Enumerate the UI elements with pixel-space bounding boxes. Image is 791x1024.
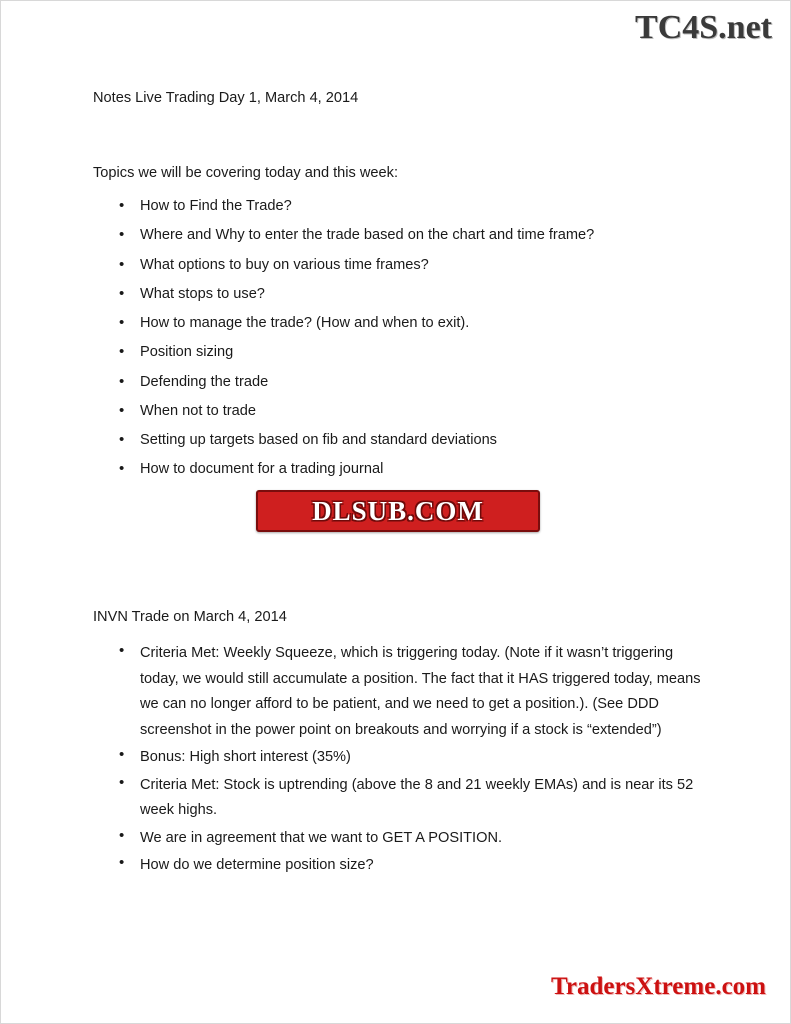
watermark-dlsub (256, 490, 540, 532)
list-item: • How to document for a trading journal (93, 459, 703, 480)
list-item: • What options to buy on various time frames? (93, 255, 703, 276)
spacer (93, 110, 703, 162)
list-item: • Bonus: High short interest (35%) (93, 745, 703, 771)
watermark-tc4s: TC4S.net (635, 9, 772, 46)
list-item: • Defending the trade (93, 372, 703, 393)
list-item: • Where and Why to enter the trade based on the chart and time frame? (93, 225, 703, 246)
list-item: • What stops to use? (93, 284, 703, 305)
trade-points-list (93, 641, 703, 879)
trade-heading: INVN Trade on March 4, 2014 (93, 609, 287, 626)
topics-list (93, 196, 703, 480)
notes-heading: Notes Live Trading Day 1, March 4, 2014 (93, 90, 359, 106)
list-item: • When not to trade (93, 401, 703, 422)
list-item: • Criteria Met: Stock is uptrending (above the 8 and 21 weekly EMAs) and is near its 52 week highs. (93, 773, 703, 824)
list-item: • How to manage the trade? (How and when to exit). (93, 313, 703, 334)
list-item: • How to Find the Trade? (93, 196, 703, 217)
list-item: • Position sizing (93, 342, 703, 363)
list-item: • Setting up targets based on fib and standard deviations (93, 430, 703, 451)
watermark-tradersxtreme: TradersXtreme.com (551, 973, 766, 1000)
topics-intro: Topics we will be covering today and this week: (93, 164, 399, 181)
list-item: • Criteria Met: Weekly Squeeze, which is triggering today. (Note if it wasn’t triggering today, we would still accumulate a position. The fact that it HAS triggered today, means we can no longer afford to be patient, and we need to get a position.). (See DDD screenshot in the power point on breakouts and worrying if a stock is “extended”) (93, 641, 703, 743)
list-item: • How do we determine position size? (93, 853, 703, 879)
list-item: • We are in agreement that we want to GET A POSITION. (93, 826, 703, 852)
document-body (93, 87, 703, 881)
watermark-dlsub-label: DLSUB.COM (312, 495, 484, 526)
